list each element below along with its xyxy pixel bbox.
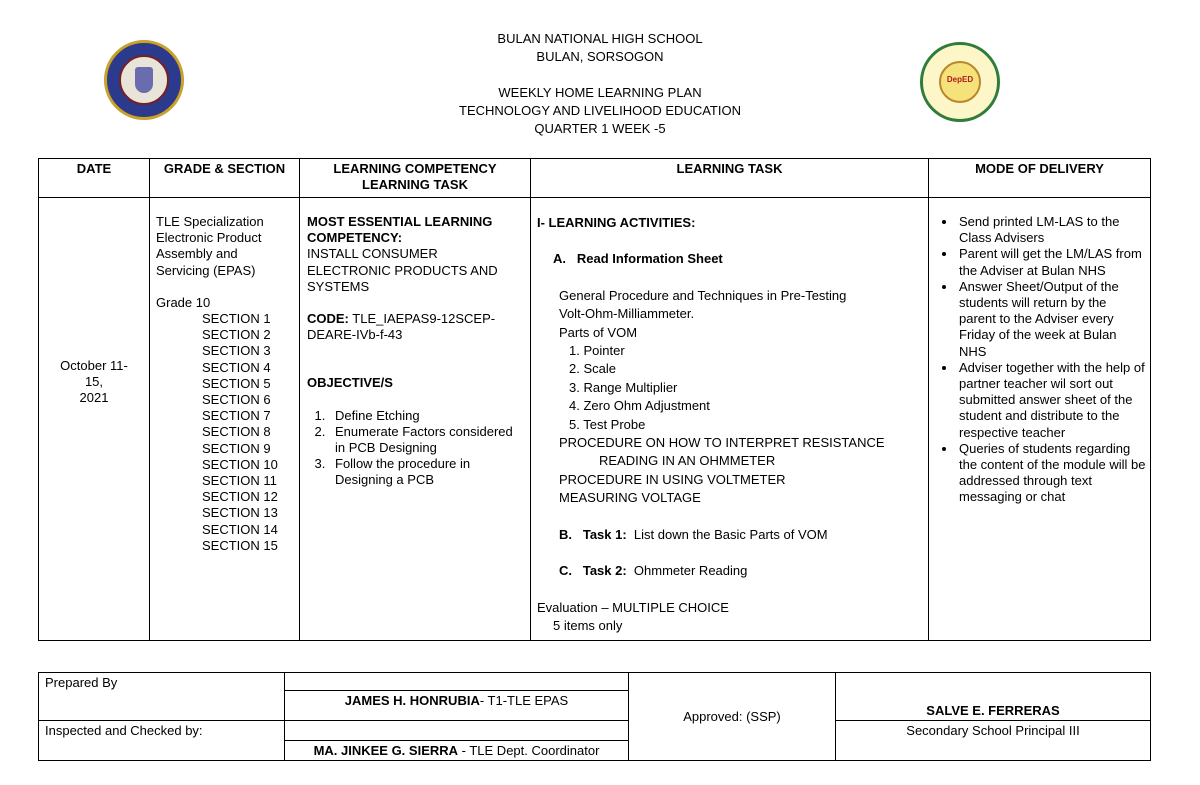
delivery-item: • Send printed LM-LAS to the Class Advisers <box>957 214 1146 246</box>
plan-title: WEEKLY HOME LEARNING PLAN <box>498 85 702 100</box>
section-item: SECTION 8 <box>202 424 271 440</box>
task-b: B. Task 1: List down the Basic Parts of VOM <box>559 526 828 542</box>
competency-code: CODE: TLE_IAEPAS9-12SCEP-DEARE-IVb-f-43 <box>307 311 496 343</box>
section-item: SECTION 3 <box>202 343 271 359</box>
evaluation: Evaluation – MULTIPLE CHOICE <box>537 599 729 615</box>
activities-label: I- LEARNING ACTIVITIES: <box>537 215 696 230</box>
section-item: SECTION 13 <box>202 505 278 521</box>
objective-item: 2. Enumerate Factors considered in PCB Designing <box>329 424 524 456</box>
inspected-label: Inspected and Checked by: <box>39 721 285 761</box>
principal-name: SALVE E. FERRERAS <box>836 673 1151 721</box>
objective-label: OBJECTIVE/S <box>307 375 393 391</box>
date-cell: October 11- 15, 2021 <box>39 198 150 641</box>
learning-task-cell: I- LEARNING ACTIVITIES: A. Read Information Sheet General Procedure and Techniques in Pre-Testing Volt-Ohm-Milliammeter. Parts of VOM 1. Pointer 2. Scale 3. Range Multiplier 4. Zero Ohm Adjustment 5. Test Probe PROCEDURE ON HOW TO INTERPRET RESISTANCE READING IN AN OHMMETER PROCEDURE IN USING VOLTMETER MEASURING VOLTAGE B. Task 1: List down the Basic Parts of VOM C. Task 2: Ohmmeter Reading Evaluation – MULTIPLE CHOICE 5 items only <box>531 198 929 641</box>
quarter-title: QUARTER 1 WEEK -5 <box>534 121 666 136</box>
document-header <box>0 30 1200 138</box>
section-item: SECTION 7 <box>202 408 271 424</box>
header-competency: LEARNING COMPETENCY LEARNING TASK <box>300 159 531 198</box>
vom-part: 3. Range Multiplier <box>569 379 678 395</box>
header-date: DATE <box>39 159 150 198</box>
section-item: SECTION 2 <box>202 327 271 343</box>
school-location: BULAN, SORSOGON <box>536 49 664 64</box>
section-item: SECTION 9 <box>202 440 271 456</box>
prepared-by-label: Prepared By <box>39 673 285 721</box>
vom-part: 2. Scale <box>569 361 616 377</box>
evaluation-items: 5 items only <box>553 617 623 633</box>
section-item: SECTION 5 <box>202 375 271 391</box>
section-item: SECTION 12 <box>202 489 278 505</box>
header-learning-task: LEARNING TASK <box>531 159 929 198</box>
section-item: SECTION 10 <box>202 456 278 472</box>
section-item: SECTION 6 <box>202 392 271 408</box>
delivery-item: • Parent will get the LM/LAS from the Adviser at Bulan NHS <box>957 246 1146 278</box>
melc-text: INSTALL CONSUMER ELECTRONIC PRODUCTS AND SYSTEMS <box>307 246 498 294</box>
inspected-name: MA. JINKEE G. SIERRA - TLE Dept. Coordinator <box>285 741 629 761</box>
section-item: SECTION 1 <box>202 311 271 327</box>
learning-plan-table <box>38 158 1151 641</box>
melc-label: MOST ESSENTIAL LEARNING COMPETENCY: <box>307 214 493 246</box>
principal-role: Secondary School Principal III <box>836 721 1151 761</box>
objective-item: 1. Define Etching <box>329 408 524 424</box>
school-seal-logo: DepED <box>920 42 1000 122</box>
delivery-list <box>935 214 1146 506</box>
task-a: A. Read Information Sheet <box>553 251 723 267</box>
vom-part: 4. Zero Ohm Adjustment <box>569 398 710 414</box>
vom-part: 1. Pointer <box>569 343 625 359</box>
task-c: C. Task 2: Ohmmeter Reading <box>559 563 748 579</box>
delivery-item: • Answer Sheet/Output of the students will return by the parent to the Adviser every Friday of the week at Bulan NHS <box>957 279 1146 360</box>
header-mode-of-delivery: MODE OF DELIVERY <box>929 159 1151 198</box>
section-item: SECTION 4 <box>202 359 271 375</box>
objective-list <box>307 408 524 489</box>
objective-item: 3. Follow the procedure in Designing a PCB <box>329 456 524 488</box>
approved-label: Approved: (SSP) <box>629 673 836 761</box>
section-item: SECTION 14 <box>202 521 278 537</box>
school-name: BULAN NATIONAL HIGH SCHOOL <box>497 31 703 46</box>
grade-level: Grade 10 <box>156 294 211 310</box>
delivery-item: • Adviser together with the help of partner teacher wil sort out submitted answer sheet of the student and distribute to the respective teacher <box>957 360 1146 441</box>
grade-section-cell: TLE Specialization Electronic Product Assembly and Servicing (EPAS) Grade 10 SECTION 1 SECTION 2 SECTION 3 SECTION 4 SECTION 5 SECTION 6 SECTION 7 SECTION 8 SECTION 9 SECTION 10 SECTION 11 SECTION 12 SECTION 13 SECTION 14 SECTION 15 <box>150 198 300 641</box>
section-item: SECTION 15 <box>202 537 278 553</box>
vom-part: 5. Test Probe <box>569 416 646 432</box>
header-grade-section: GRADE & SECTION <box>150 159 300 198</box>
subject-title: TECHNOLOGY AND LIVELIHOOD EDUCATION <box>459 103 741 118</box>
delivery-item: • Queries of students regarding the content of the module will be addressed through text messaging or chat <box>957 441 1146 506</box>
prepared-by-name: JAMES H. HONRUBIA- T1-TLE EPAS <box>285 691 629 721</box>
signature-table <box>38 672 1151 761</box>
competency-cell <box>300 198 531 641</box>
mode-of-delivery-cell <box>929 198 1151 641</box>
section-item: SECTION 11 <box>202 473 277 489</box>
